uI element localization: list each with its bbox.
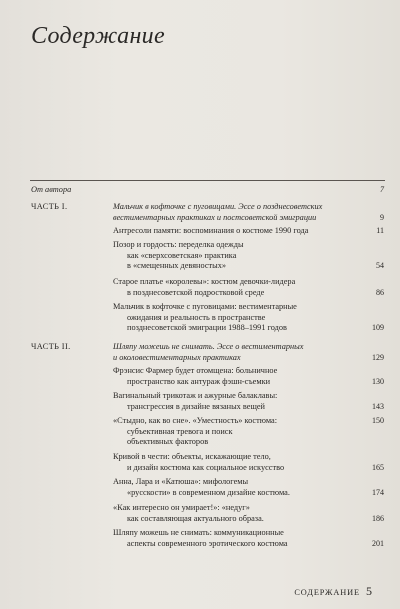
page-number: 174 (372, 487, 384, 497)
page-number: 86 (376, 287, 384, 297)
entry-line: объективных факторов (127, 437, 209, 447)
page-number: 9 (380, 212, 384, 222)
page-number: 129 (372, 352, 384, 362)
entry-line: как «сверхсоветская» практика (127, 250, 237, 260)
entry-line: и дизайн костюма как социальное искусство (127, 462, 285, 472)
entry-line: Шляпу можешь не снимать. Эссе о вестиментарных (113, 342, 304, 351)
entry-line: позднесоветской эмиграции 1988–1991 годов (127, 323, 287, 333)
page-number: 130 (372, 376, 384, 386)
entry-line: «Как интересно он умирает!»: «недуг» (113, 503, 250, 512)
entry-line: Мальчик в кофточке с пуговицами. Эссе о позднесоветских (113, 202, 323, 211)
entry-line: аспекты современного эротического костюма (127, 538, 288, 548)
toc-entry-label: От автора (31, 185, 72, 194)
entry-line: в «смещенных девяностых» (127, 261, 227, 271)
entry-line: вестиментарных практиках и постсоветской эмиграции (113, 212, 317, 222)
entry-line: Позор и гордость: переделка одежды (113, 240, 244, 249)
page-number: 186 (372, 513, 384, 523)
entry-line: Шляпу можешь не снимать: коммуникационные (113, 528, 284, 537)
entry-line: и околовестиментарных практиках (113, 352, 241, 362)
entry-line: Антресоли памяти: воспоминания о костюме 1990 года (113, 226, 309, 235)
part-label: ЧАСТЬ I. (31, 202, 68, 211)
entry-line: в позднесоветской подростковой среде (127, 287, 265, 297)
entry-line: ожидания и реальность в пространстве (127, 312, 266, 322)
page-number: 143 (372, 401, 384, 411)
entry-line: Фрэнсис Фармер будет отомщена: больничное (113, 366, 278, 375)
page-number: 7 (380, 185, 384, 194)
page-number: 201 (372, 538, 384, 548)
entry-line: Старое платье «королевы»: костюм девочки-лидера (113, 277, 296, 286)
entry-line: Мальчик в кофточке с пуговицами: вестиментарные (113, 302, 297, 311)
entry-line: пространство как антураж фэшн-съемки (127, 376, 271, 386)
page-number: 150 (372, 416, 384, 425)
entry-line: Анна, Лара и «Катюша»: мифологемы (113, 477, 249, 486)
page-number: 165 (372, 462, 384, 472)
footer-page-number: 5 (366, 584, 372, 598)
entry-line: Вагинальный трикотаж и ажурные балаклавы: (113, 391, 278, 400)
entry-line: Кривой в чести: объекты, искажающие тело, (113, 452, 271, 461)
divider-rule (30, 180, 385, 181)
entry-line: «Стыдно, как во сне». «Уместность» костюма: (113, 416, 278, 425)
page-number: 11 (376, 226, 384, 235)
entry-line: «русскости» в современном дизайне костюма. (127, 487, 290, 497)
entry-line: трансгрессия в дизайне вязаных вещей (127, 401, 265, 411)
entry-line: субъективная тревога и поиск (127, 426, 233, 436)
part-label: ЧАСТЬ II. (31, 342, 71, 351)
page-number: 54 (376, 261, 384, 271)
footer-section: СОДЕРЖАНИЕ (294, 588, 360, 597)
page-number: 109 (372, 323, 384, 333)
running-footer (294, 584, 372, 599)
entry-line: как составляющая актуального образа. (127, 513, 264, 523)
page-title: Содержание (31, 23, 165, 49)
